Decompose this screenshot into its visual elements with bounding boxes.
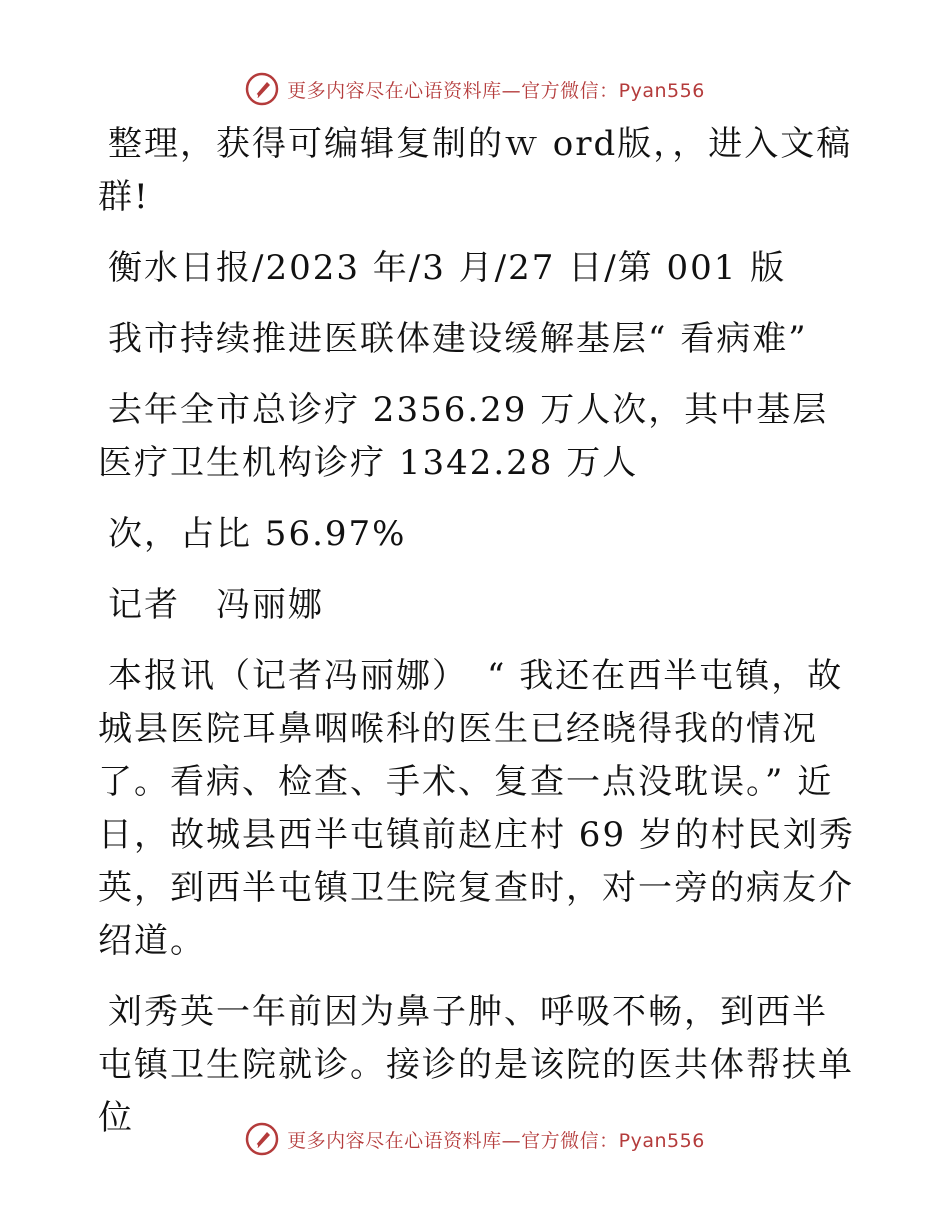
article-paragraph: 本报讯（记者冯丽娜） “ 我还在西半屯镇，故城县医院耳鼻咽喉科的医生已经晓得我的情况了。看病、检查、手术、复查一点没耽误。” 近日，故城县西半屯镇前赵庄村 69 岁的村民刘秀英，到西半屯镇卫生院复查时，对一旁的病友介绍道。: [98, 656, 855, 961]
quill-pen-icon: [245, 72, 279, 106]
article-subheadline-continued: 次，占比 56.97%: [108, 514, 407, 554]
paragraph-intro: 整理，获得可编辑复制的ｗ ord版，，进入文稿群!: [98, 124, 853, 217]
footer-watermark: [0, 1122, 950, 1156]
document-body: [98, 118, 858, 1163]
watermark-text: 更多内容尽在心语资料库—官方微信：Pyan556: [287, 1129, 705, 1152]
article-byline: 记者 冯丽娜: [108, 585, 324, 625]
article-subheadline: 去年全市总诊疗 2356.29 万人次，其中基层医疗卫生机构诊疗 1342.28 万人: [98, 390, 829, 483]
paragraph-dateline: 衡水日报/2023 年/3 月/27 日/第 001 版: [108, 248, 787, 288]
watermark-text: 更多内容尽在心语资料库—官方微信：Pyan556: [287, 79, 705, 102]
header-watermark: [0, 72, 950, 106]
article-paragraph: 刘秀英一年前因为鼻子肿、呼吸不畅，到西半屯镇卫生院就诊。接诊的是该院的医共体帮扶单位: [98, 992, 854, 1138]
article-headline: 我市持续推进医联体建设缓解基层“ 看病难”: [108, 319, 808, 359]
quill-pen-icon: [245, 1122, 279, 1156]
